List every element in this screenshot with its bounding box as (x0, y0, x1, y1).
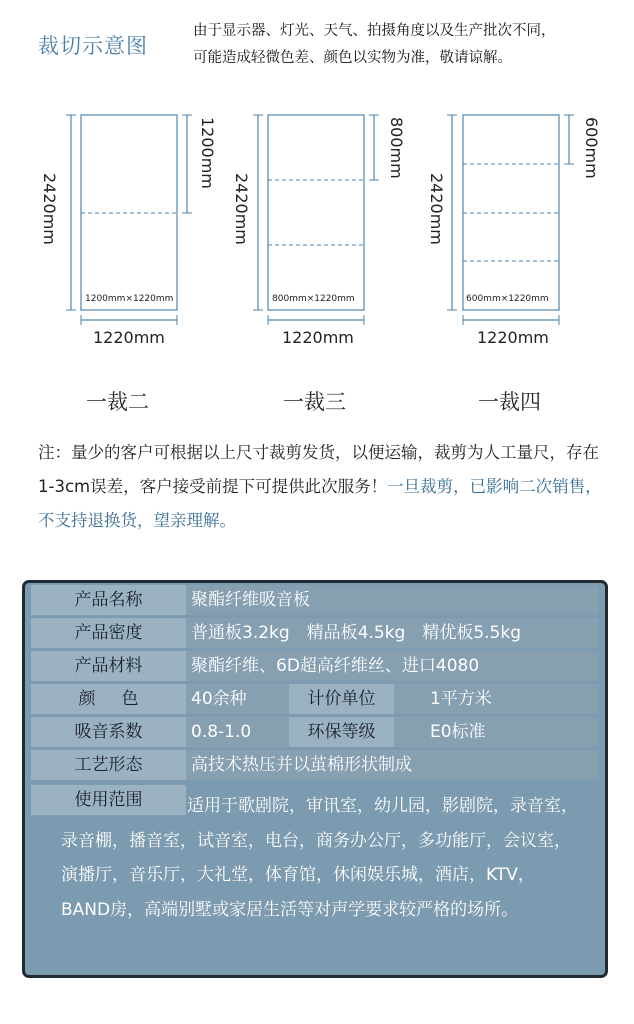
segment-label-2: 800mm (387, 117, 406, 179)
width-label-3: 1220mm (477, 328, 549, 347)
cut-diagram-3 (427, 115, 601, 414)
spec-val-usage: 适用于歌剧院，审讯室，幼儿园，影剧院，录音室，录音棚，播音室，试音室，电台，商务办公厅，多功能厅，会议室，演播厅，音乐厅，大礼堂，体育馆，休闲娱乐城，酒店，KTV，BAND房，高端别墅或家居生活等对声学要求较严格的场所。 (61, 796, 578, 920)
spec-val-density: 普通板3.2kg 精品板4.5kg 精优板5.5kg (191, 623, 522, 643)
width-label-2: 1220mm (282, 328, 354, 347)
spec-val-name: 聚酯纤维吸音板 (191, 590, 310, 610)
spec-val-color: 40余种 (191, 689, 247, 709)
spec-val-eco: E0标准 (430, 722, 486, 742)
size-label-3: 600mm×1220mm (466, 294, 549, 304)
page-title: 裁切示意图 (38, 34, 148, 58)
spec-key-density: 产品密度 (31, 618, 186, 648)
cut-diagrams (0, 95, 634, 425)
spec-panel (22, 580, 608, 978)
width-label-1: 1220mm (93, 328, 165, 347)
spec-key-unit: 计价单位 (289, 684, 394, 714)
note-main: 注：量少的客户可根据以上尺寸裁剪发货，以便运输，裁剪为人工量尺，存在1-3cm误差，客户接受前提下可提供此次服务！ (38, 443, 599, 496)
cut-label-2: 一裁三 (283, 390, 346, 414)
height-label-1: 2420mm (40, 173, 59, 245)
cut-diagram-2 (232, 115, 406, 414)
color-disclaimer (193, 18, 623, 72)
spec-key-usage: 使用范围 (31, 785, 186, 815)
cut-label-3: 一裁四 (478, 390, 541, 414)
spec-key-color: 颜色 (31, 684, 186, 714)
spec-key-name: 产品名称 (31, 585, 186, 615)
disclaimer-line-1: 由于显示器、灯光、天气、拍摄角度以及生产批次不同， (193, 23, 556, 39)
spec-key-absorb: 吸音系数 (31, 717, 186, 747)
spec-key-material: 产品材料 (31, 651, 186, 681)
spec-val-absorb: 0.8-1.0 (191, 722, 252, 742)
cutting-note (38, 436, 606, 538)
spec-key-eco: 环保等级 (289, 717, 394, 747)
cut-label-1: 一裁二 (86, 390, 149, 414)
segment-label-3: 600mm (582, 117, 601, 179)
disclaimer-line-2: 可能造成轻微色差、颜色以实物为准，敬请谅解。 (193, 50, 512, 66)
note-highlight: 一旦裁剪，已影响二次销售，不支持退换货，望亲理解。 (38, 477, 602, 530)
segment-label-1: 1200mm (198, 117, 217, 189)
cut-diagram-1 (40, 115, 217, 414)
spec-val-unit: 1平方米 (430, 689, 492, 709)
size-label-1: 1200mm×1220mm (85, 294, 174, 304)
size-label-2: 800mm×1220mm (272, 294, 355, 304)
spec-val-craft: 高技术热压并以茧棉形状制成 (191, 755, 412, 775)
spec-val-material: 聚酯纤维、6D超高纤维丝、进口4080 (191, 656, 480, 676)
height-label-2: 2420mm (232, 173, 251, 245)
spec-key-craft: 工艺形态 (31, 750, 186, 780)
height-label-3: 2420mm (427, 173, 446, 245)
